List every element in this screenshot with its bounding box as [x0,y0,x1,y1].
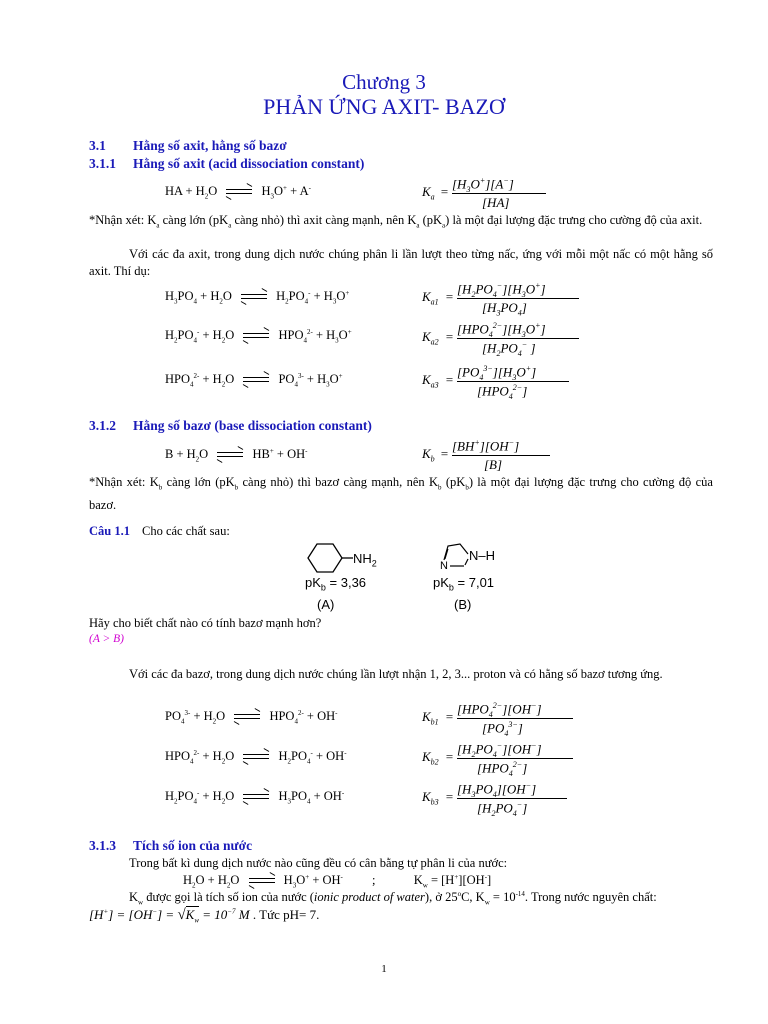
equation-po4: $PO_4^{3-} + H_2O$ $HPO_4^{2-} + OH^-$ [165,709,338,726]
pkb-a: $pK_b = 3,36$ [305,575,367,593]
para-polyacid: Với các đa axit, trong dung dịch nước chúng phân li lần lượt theo từng nấc, ứng với mỗi một nấc có một hằng số axit. Thí dụ: [89,247,713,278]
section-3-1-1-heading: 3.1.1 Hằng số axit (acid dissociation constant) [89,156,365,171]
imidazole-n-label: N [440,560,448,572]
section-3-1-heading: 3.1 Hằng số axit, hằng số bazơ [89,138,287,153]
para-polybase: Với các đa bazơ, trong dung dịch nước chúng lần lượt nhận 1, 2, 3... proton và có hằng số bazơ tương ứng. [129,667,663,681]
section-3-1-2-heading: 3.1.2 Hằng số bazơ (base dissociation constant) [89,418,372,433]
equation-h2po4-base: $H_2PO_4^- + H_2O$ $H_3PO_4 + OH^-$ [165,789,345,806]
equation-water: $H_2O + H_2O$ $H_3O^+ + OH^-$ ; $K_w = [H^+][OH^-]$ [183,873,492,890]
section-3-1-3-heading: 3.1.3 Tích số ion của nước [89,838,253,853]
question-1-1: Câu 1.1 Cho các chất sau: [89,524,230,538]
para-kw: $K_w$ được gọi là tích số ion của nước (ionic product of water), ở 25$^o$C, $K_w = 10^{-14}$. Trong nước nguyên chất: [129,890,657,907]
note-ka: *Nhận xét: $K_a$ càng lớn ($pK_a$ càng nhỏ) thì axit càng mạnh, nên $K_a$ $(pK_a)$ là một đại lượng đặc trưng cho cường độ của axit. [89,213,703,230]
equation-hpo4: $HPO_4^{2-} + H_2O$ $PO_4^{3-} + H_3O^+$ [165,372,343,389]
equation-hpo4-base: $HPO_4^{2-} + H_2O$ $H_2PO_4^- + OH^-$ [165,749,347,766]
equation-h3po4: $H_3PO_4 + H_2O$ $H_2PO_4^- + H_3O^+$ [165,289,350,306]
equation-base: $B + H_2O$ HB+ + OH- [165,447,308,464]
equation-h2po4: $H_2PO_4^- + H_2O$ $HPO_4^{2-} + H_3O^+$ [165,328,352,345]
page-number: 1 [381,963,387,975]
chapter-heading: PHẢN ỨNG AXIT- BAZƠ [263,94,505,119]
question-text: Hãy cho biết chất nào có tính bazơ mạnh hơn? [89,616,322,630]
equation-pure-water: $[H^+] = [OH^-] = √K_w = 10^{-7}$ M . Tức pH= 7. [89,907,320,925]
answer-text: (A > B) [89,633,125,645]
para-water: Trong bất kì dung dịch nước nào cũng đều có cân bằng tự phân li của nước: [129,856,508,870]
label-a: (A) [317,597,335,612]
pkb-b: $pK_b = 7,01$ [433,575,495,593]
imidazole-nh-label: N–H [469,548,496,563]
equation-ha: HA + $H_2O$ $H_3O^+ + A^-$ [165,184,311,201]
amine-group-label: $NH_2$ [353,551,377,569]
chapter-title: Chương 3 [342,70,426,94]
label-b: (B) [454,597,472,612]
note-kb: *Nhận xét: $K_b$ càng lớn ($pK_b$ càng nhỏ) thì bazơ càng mạnh, nên $K_b$ $(pK_b)$ là một đại lượng đặc trưng cho cường độ của bazơ. [89,475,713,512]
